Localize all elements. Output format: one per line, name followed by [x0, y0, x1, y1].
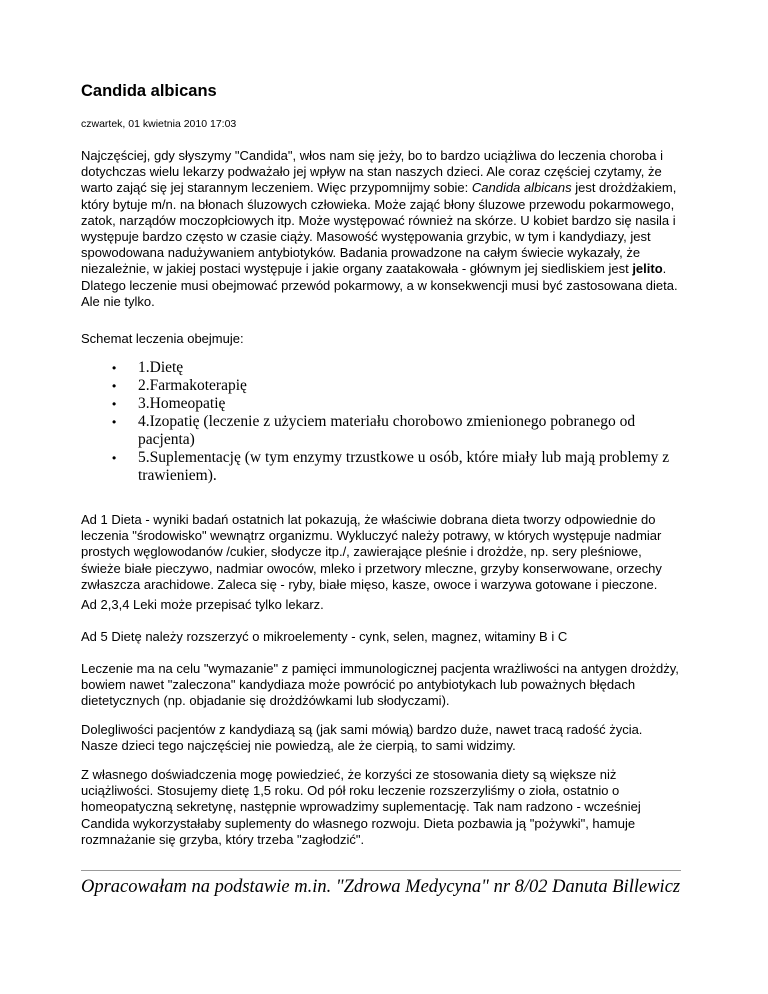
- list-item: [81, 395, 681, 413]
- list-item-text: 5.Suplementację (w tym enzymy trzustkowe u osób, które miały lub mają problemy z trawieniem).: [138, 449, 670, 484]
- list-item: [81, 377, 681, 395]
- bullet-icon: •: [112, 451, 117, 465]
- intro-keyword-intestine: jelito: [632, 261, 663, 277]
- medication-paragraph: Ad 2,3,4 Leki może przepisać tylko lekarz.: [81, 597, 324, 612]
- bullet-icon: •: [112, 379, 117, 393]
- bullet-icon: •: [112, 397, 117, 411]
- list-item-text: 1.Dietę: [138, 359, 184, 376]
- patients-paragraph: Dolegliwości pacjentów z kandydiazą są (jak sami mówią) bardzo duże, nawet tracą radość życia. Nasze dzieci tego najczęściej nie powiedzą, ale że cierpią, to sami widzimy.: [81, 722, 643, 754]
- intro-text-2: jest drożdżakiem, który bytuje m/n. na błonach śluzowych człowieka. Może zająć błony śluzowe przewodu pokarmowego, zatok, narządów moczopłciowych itp. Może występować również na skórze. U kobiet bardzo się nasila i występuje bardzo często w czasie ciąży. Masowość występowania grzybic, w tym i kandydiazy, jest spowodowana nadużywaniem antybiotyków. Badania prowadzone na całym świecie wykazały, że niezależnie, w jakiej postaci występuje i jakie organy zaatakowała - głównym jej siedliskiem jest: [81, 180, 677, 277]
- supplements-paragraph: Ad 5 Dietę należy rozszerzyć o mikroelementy - cynk, selen, magnez, witaminy B i C: [81, 629, 568, 644]
- list-item: [81, 413, 681, 449]
- intro-text-1: Najczęściej, gdy słyszymy "Candida", włos nam się jeży, bo to bardzo uciążliwa do leczenia choroba i dotychczas wielu lekarzy podważało jej wpływ na stan naszych dzieci. Ale coraz częściej czytamy, że warto zająć się jej starannym leczeniem. Więc przypomnijmy sobie:: [81, 148, 663, 196]
- bullet-icon: •: [112, 415, 117, 429]
- treatment-goal-paragraph: Leczenie ma na celu "wymazanie" z pamięci immunologicznej pacjenta wrażliwości na antygen drożdży, bowiem nawet "zaleczona" kandydiaza może powrócić po antybiotykach lub poważnych błędach dietetycznych (np. objadanie się drożdżówkami lub słodyczami).: [81, 661, 679, 709]
- treatment-list: [81, 359, 681, 485]
- source-attribution: Opracowałam na podstawie m.in. "Zdrowa Medycyna" nr 8/02 Danuta Billewicz: [81, 877, 681, 897]
- list-item: [81, 449, 681, 485]
- intro-paragraph: [81, 148, 681, 310]
- intro-species-name: Candida albicans: [471, 180, 572, 196]
- bullet-icon: •: [112, 361, 117, 375]
- list-item-text: 4.Izopatię (leczenie z użyciem materiału chorobowo zmienionego pobranego od pacjenta): [138, 413, 636, 448]
- diet-paragraph: Ad 1 Dieta - wyniki badań ostatnich lat pokazują, że właściwie dobrana dieta tworzy odpowiednie do leczenia "środowisko" wewnątrz organizmu. Wykluczyć należy potrawy, w których występuje nadmiar prostych węglowodanów /cukier, słodycze itp./, zawierające pleśnie i drożdże, np. sery pleśniowe, świeże białe pieczywo, nadmiar owoców, mleko i przetwory mleczne, grzyby konserwowane, orzechy zwłaszcza arachidowe. Zaleca się - ryby, białe mięso, kasze, owoce i warzywa gotowane i pieczone.: [81, 512, 662, 592]
- schema-intro: Schemat leczenia obejmuje:: [81, 331, 244, 346]
- list-item-text: 3.Homeopatię: [138, 395, 226, 412]
- experience-paragraph: Z własnego doświadczenia mogę powiedzieć, że korzyści ze stosowania diety są większe niż uciążliwości. Stosujemy dietę 1,5 roku. Od pół roku leczenie rozszerzyliśmy o zioła, ostatnio o homeopatyczną sekretynę, następnie wprowadzimy suplementację. Tak nam radzono - wcześniej Candida wykorzystałaby suplementy do własnego rozwoju. Dieta pozbawia ją "pożywki", hamuje rozmnażanie się grzyba, który trzeba "zagłodzić".: [81, 767, 641, 847]
- article-date: czwartek, 01 kwietnia 2010 17:03: [81, 118, 237, 130]
- intro-text-3: . Dlatego leczenie musi obejmować przewód pokarmowy, a w konsekwencji musi być zastosowana dieta. Ale nie tylko.: [81, 261, 678, 309]
- horizontal-divider: [81, 870, 681, 871]
- article-title: Candida albicans: [81, 82, 217, 100]
- list-item-text: 2.Farmakoterapię: [138, 377, 247, 394]
- list-item: [81, 359, 681, 377]
